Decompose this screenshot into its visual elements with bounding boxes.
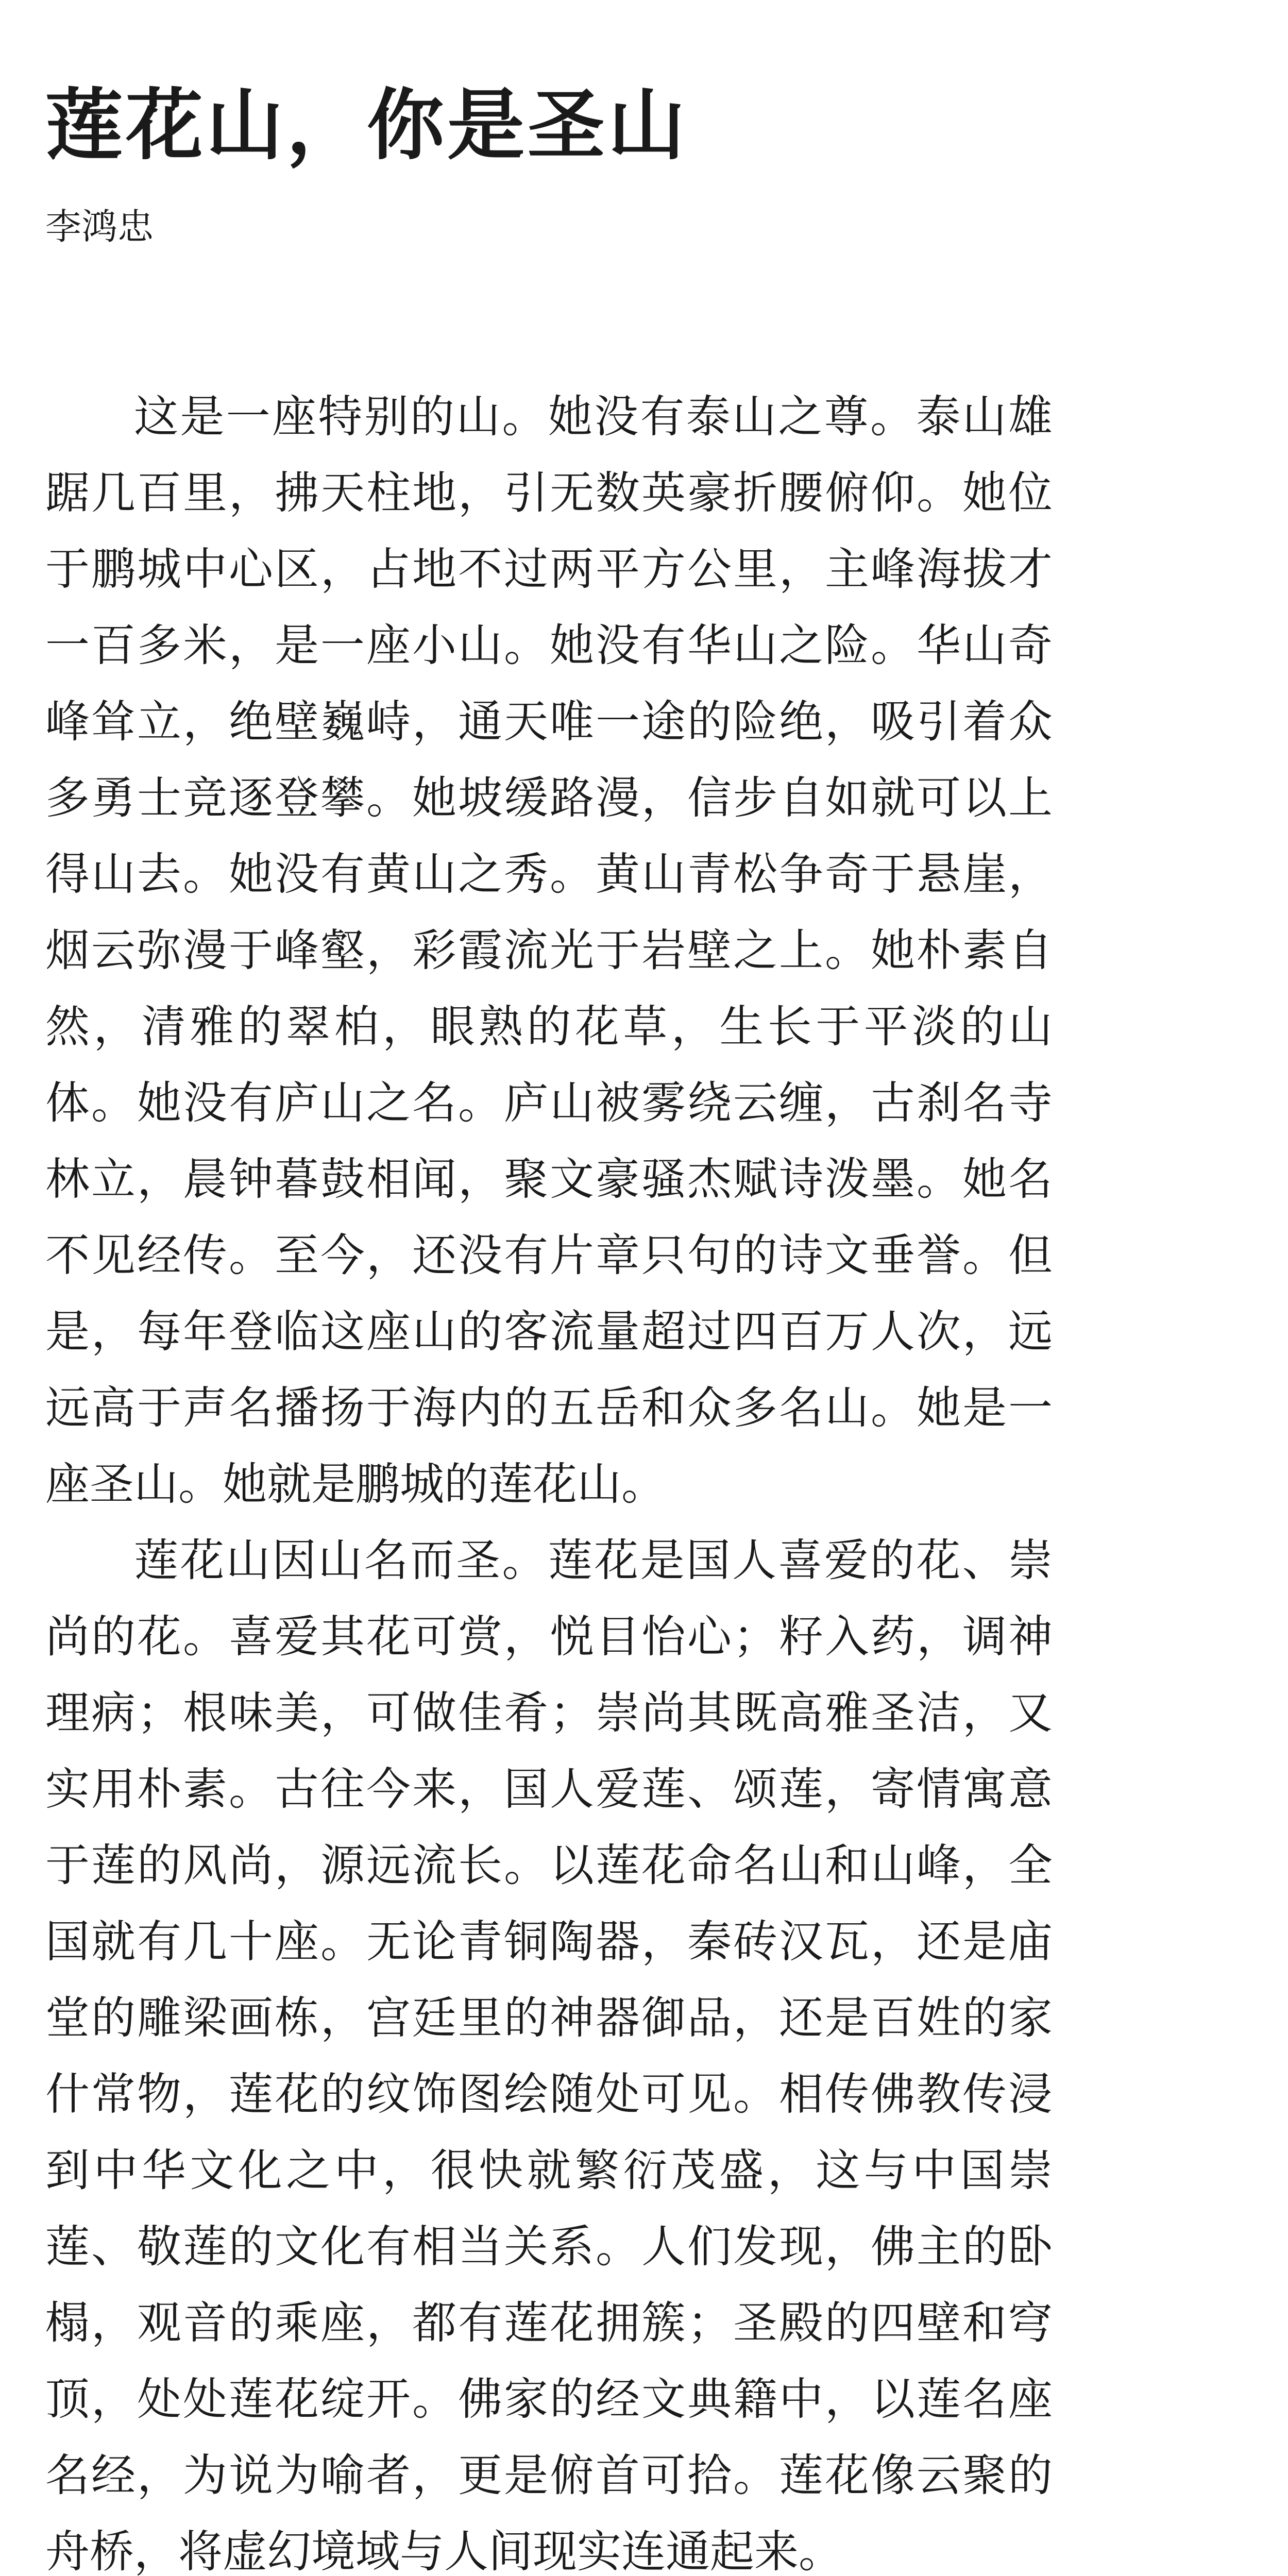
article-title: 莲花山，你是圣山 [45, 81, 689, 171]
article-author: 李鸿忠 [45, 206, 154, 248]
paragraph: 这是一座特别的山。她没有泰山之尊。泰山雄踞几百里，拂天柱地，引无数英豪折腰俯仰。她位于鹏城中心区，占地不过两平方公里，主峰海拔才一百多米，是一座小山。她没有华山之险。华山奇峰耸立，绝壁巍峙，通天唯一途的险绝，吸引着众多勇士竞逐登攀。她坡缓路漫，信步自如就可以上得山去。她没有黄山之秀。黄山青松争奇于悬崖，烟云弥漫于峰壑，彩霞流光于岩壁之上。她朴素自然，清雅的翠柏，眼熟的花草，生长于平淡的山体。她没有庐山之名。庐山被雾绕云缠，古刹名寺林立，晨钟暮鼓相闻，聚文豪骚杰赋诗泼墨。她名不见经传。至今，还没有片章只句的诗文垂誉。但是，每年登临这座山的客流量超过四百万人次，远远高于声名播扬于海内的五岳和众多名山。她是一座圣山。她就是鹏城的莲花山。 [45, 391, 1053, 1510]
paragraph: 莲花山因山名而圣。莲花是国人喜爱的花、崇尚的花。喜爱其花可赏，悦目怡心；籽入药，调神理病；根味美，可做佳肴；崇尚其既高雅圣洁，又实用朴素。古往今来，国人爱莲、颂莲，寄情寓意于莲的风尚，源远流长。以莲花命名山和山峰，全国就有几十座。无论青铜陶器，秦砖汉瓦，还是庙堂的雕梁画栋，宫廷里的神器御品，还是百姓的家什常物，莲花的纹饰图绘随处可见。相传佛教传浸到中华文化之中，很快就繁衍茂盛，这与中国崇莲、敬莲的文化有相当关系。人们发现，佛主的卧榻，观音的乘座，都有莲花拥簇；圣殿的四壁和穹顶，处处莲花绽开。佛家的经文典籍中，以莲名座名经，为说为喻者，更是俯首可拾。莲花像云聚的舟桥，将虚幻境域与人间现实连通起来。 [45, 1535, 1053, 2576]
article-body [45, 379, 1053, 2576]
